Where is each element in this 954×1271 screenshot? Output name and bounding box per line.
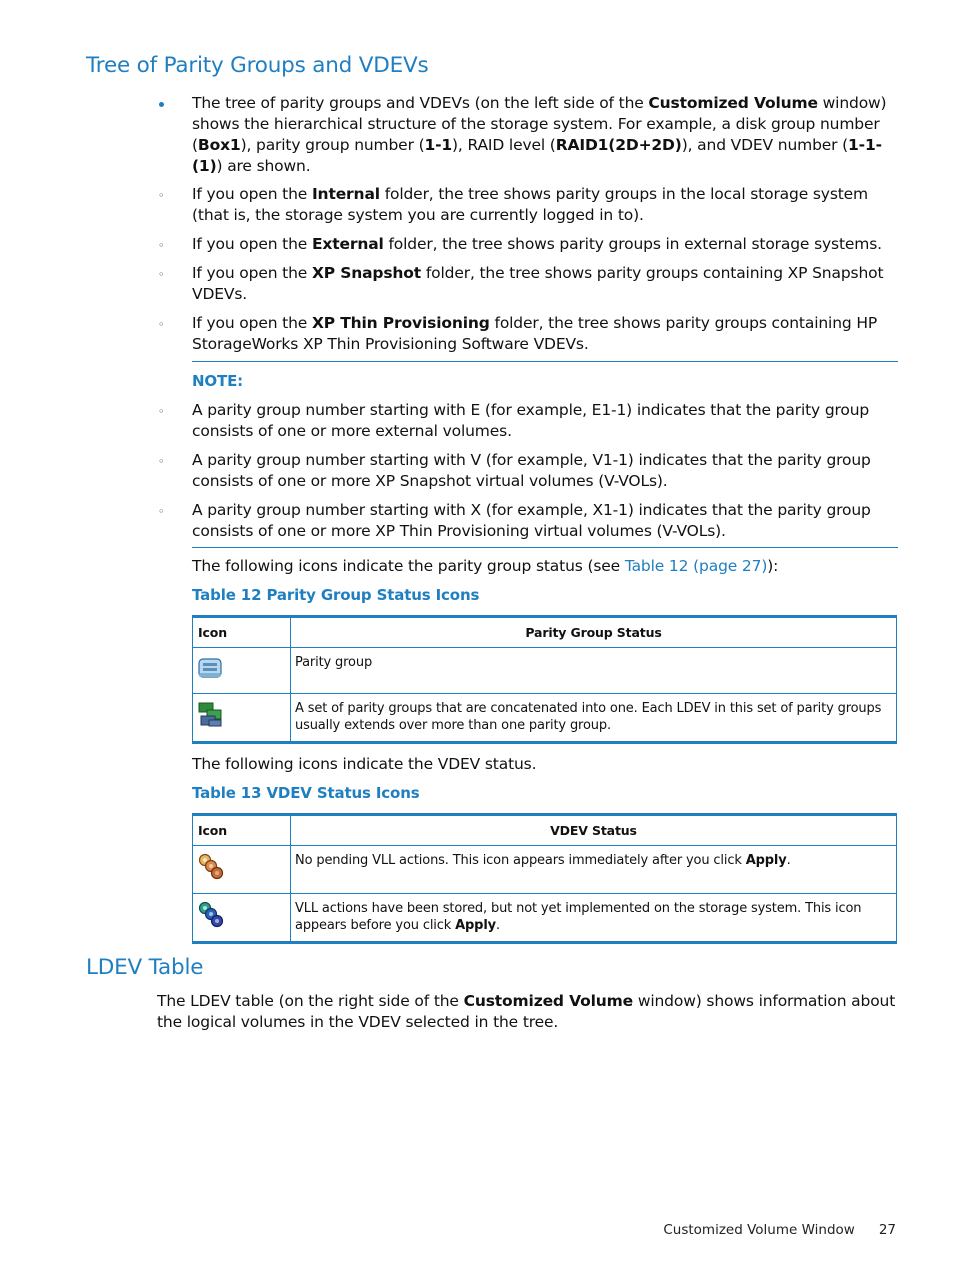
circle-bullet-icon: ◦ [158,189,165,202]
circle-bullet-icon: ◦ [158,318,165,331]
column-header: Icon [193,617,291,648]
section-title-tree: Tree of Parity Groups and VDEVs [86,53,429,78]
status-description: VLL actions have been stored, but not yet implemented on the storage system. This icon appears before you click Apply. [291,894,897,943]
page-number: 27 [878,1222,896,1238]
status-description: Parity group [291,648,897,694]
circle-bullet-icon: ◦ [158,405,165,418]
note-label: NOTE: [192,372,244,390]
page-footer [663,1222,896,1238]
content-block [156,93,898,944]
list-item: ◦ If you open the XP Snapshot folder, the tree shows parity groups containing XP Snapshot VDEVs. [158,264,884,303]
list-item: ◦ If you open the External folder, the tree shows parity groups in external storage systems. [156,234,898,255]
icon-cell [193,648,291,694]
section-title-ldev: LDEV Table [86,955,204,980]
table-header-row [193,617,897,648]
note-top-rule [192,361,898,362]
table-caption: Table 12 Parity Group Status Icons [192,586,480,604]
table-row [193,894,897,943]
parity-group-icon [196,654,224,682]
column-header: Parity Group Status [291,617,897,648]
vdev-pending-icon [196,900,226,930]
parity-status-table [192,615,897,744]
ldev-body: The LDEV table (on the right side of the Customized Volume window) shows information about the logical volumes in the VDEV selected in the tree. [157,992,896,1031]
note-bottom-rule [192,547,898,548]
list-item: ◦ A parity group number starting with E (for example, E1-1) indicates that the parity group consists of one or more external volumes. [158,401,870,440]
bullet-text: The tree of parity groups and VDEVs (on the left side of the Customized Volume window) shows the hierarchical structure of the storage system. For example, a disk group number (Box1), parity group number (1-1), RAID level (RAID1(2D+2D)), and VDEV number (1-1-(1)) are shown. [192,94,887,175]
vdev-no-pending-icon [196,852,226,882]
icon-cell [193,846,291,894]
list-item: ◦ A parity group number starting with V (for example, V1-1) indicates that the parity group consists of one or more XP Snapshot virtual volumes (V-VOLs). [158,451,871,490]
table-row [193,694,897,743]
status-description: A set of parity groups that are concatenated into one. Each LDEV in this set of parity groups usually extends over more than one parity group. [291,694,897,743]
table-header-row [193,815,897,846]
concatenated-parity-groups-icon [196,700,224,728]
table-12-link[interactable]: Table 12 (page 27) [624,557,768,575]
vdev-intro: The following icons indicate the VDEV status. [192,755,537,773]
note-list [156,400,898,542]
table-row [193,648,897,694]
list-item: ◦ If you open the Internal folder, the tree shows parity groups in the local storage system (that is, the storage system you are currently logged in to). [158,185,869,224]
bullet-item [156,93,898,177]
circle-bullet-icon: ◦ [158,239,165,252]
list-item: ◦ If you open the XP Thin Provisioning folder, the tree shows parity groups containing HP StorageWorks XP Thin Provisioning Software VDEVs. [158,314,878,353]
column-header: Icon [193,815,291,846]
list-item: ◦ A parity group number starting with X (for example, X1-1) indicates that the parity group consists of one or more XP Thin Provisioning virtual volumes (V-VOLs). [158,501,871,540]
folder-list [156,184,898,355]
footer-label: Customized Volume Window [663,1222,855,1238]
icon-cell [193,894,291,943]
table-row [193,846,897,894]
column-header: VDEV Status [291,815,897,846]
status-description: No pending VLL actions. This icon appears immediately after you click Apply. [291,846,897,894]
circle-bullet-icon: ◦ [158,455,165,468]
circle-bullet-icon: ◦ [158,505,165,518]
table-caption: Table 13 VDEV Status Icons [192,784,420,802]
bullet-icon [159,102,164,107]
circle-bullet-icon: ◦ [158,268,165,281]
parity-intro: The following icons indicate the parity group status (see Table 12 (page 27)): [192,557,779,575]
vdev-status-table [192,813,897,944]
icon-cell [193,694,291,743]
